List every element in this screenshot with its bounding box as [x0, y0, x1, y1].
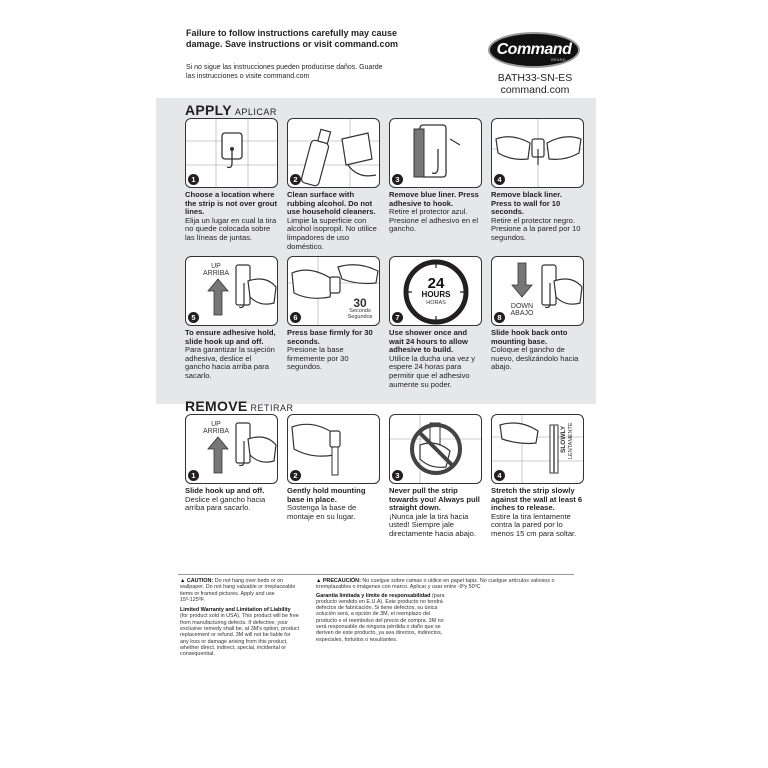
- step-text-es: Coloque el gancho de nuevo, deslizándolo hacia abajo.: [491, 345, 579, 372]
- step-text-en: Remove blue liner. Press adhesive to hook.: [389, 190, 479, 208]
- step-illustration: [491, 256, 584, 326]
- logo-text: Command: [496, 41, 572, 58]
- hours-label: HOURS: [421, 290, 451, 299]
- apply-title: APPLY APLICAR: [185, 102, 277, 118]
- step-text-en: Press base firmly for 30 seconds.: [287, 328, 373, 346]
- step-number: 6: [290, 312, 301, 323]
- garantia-block: Garantía limitada y límite de responsabilidad (para producto vendido en E.U.A). Este producto no tendrá defectos de fabricación. Si tiene defectos, su única solución será, a opción de 3M, el reemplazo del producto o el reembolso del precio de compra. 3M no será responsable de ninguna pérdida o daño que se deriven de este producto, ya sea directos, indirectos, especiales, fortuitos o resultantes.: [316, 592, 445, 643]
- step-text-en: Stretch the strip slowly against the wall at least 6 inches to release.: [491, 486, 583, 513]
- horas-label: HORAS: [426, 300, 446, 306]
- product-code: [490, 72, 580, 96]
- step-text-en: Slide hook up and off.: [185, 486, 265, 495]
- apply-step-6: [287, 256, 380, 372]
- step-text-en: Slide hook back onto mounting base.: [491, 328, 568, 346]
- apply-step-2: [287, 118, 380, 251]
- step-text-es: Elija un lugar en cual la tira no quede colocada sobre las líneas de juntas.: [185, 215, 277, 242]
- logo-subtext: BRAND: [551, 58, 566, 62]
- seconds-number: 30: [353, 296, 367, 310]
- warranty-block: Limited Warranty and Limitation of Liability (for product sold in USA). This product will be free from manufacturing defects. If defective, your exclusive remedy shall be, at 3M's option, product replacement or refund. 3M will not be liable for any loss or damage arising from this product, whether direct, indirect, special, incidental or consequential.: [180, 607, 300, 658]
- sku-number: BATH33-SN-ES: [497, 72, 573, 84]
- adhesive-strip-icon: [390, 119, 482, 188]
- step-illustration: [491, 118, 584, 188]
- label-up: UP ARRIBA: [202, 421, 230, 435]
- step-number: 2: [290, 470, 301, 481]
- step-illustration: [389, 256, 482, 326]
- apply-step-1: [185, 118, 278, 243]
- step-number: 7: [392, 312, 403, 323]
- step-number: 1: [188, 470, 199, 481]
- step-text-es: Deslice el gancho hacia arriba para sacarlo.: [185, 494, 266, 513]
- step-illustration: [185, 118, 278, 188]
- step-text-es: Utilice la ducha una vez y espere 24 horas para permitir que el adhesivo aumente su poder.: [389, 353, 476, 389]
- step-text-es: ¡Nunca jale la tira hacia usted! Siempre jale directamente hacia abajo.: [389, 511, 476, 538]
- step-number: 4: [494, 470, 505, 481]
- apply-step-5: [185, 256, 278, 381]
- warning-spanish: Si no sigue las instrucciones pueden producirse daños. Guarde las instrucciones o visite command.com: [186, 64, 383, 80]
- apply-step-8: [491, 256, 584, 372]
- remove-step-2: [287, 414, 380, 521]
- step-illustration: [287, 118, 380, 188]
- warning-english: Failure to follow instructions carefully may cause damage. Save instructions or visit command.com: [186, 28, 399, 49]
- step-text-en: To ensure adhesive hold, slide hook up and off.: [185, 328, 276, 346]
- step-illustration: [287, 414, 380, 484]
- command-logo: [488, 32, 580, 68]
- step-number: 3: [392, 174, 403, 185]
- remove-step-3: [389, 414, 482, 539]
- step-text-es: Retire el protector azul. Presione el adhesivo en el gancho.: [389, 207, 479, 234]
- step-number: 4: [494, 174, 505, 185]
- label-down: DOWN ABAJO: [510, 303, 534, 317]
- precaucion-block: ▲ PRECAUCIÓN: No cuelgue sobre camas o utilice en papel tapiz. No cuelgue artículos valiosos o irremplazables o imágenes con marco. Aplicar y usar entre -9ºy 50ºC: [316, 578, 555, 591]
- alcohol-bottle-icon: [288, 119, 380, 188]
- apply-title-es: APLICAR: [234, 107, 277, 117]
- step-illustration: [491, 414, 584, 484]
- hold-base-icon: [288, 415, 380, 484]
- step-text-en: Never pull the strip towards you! Always pull straight down.: [389, 486, 480, 513]
- step-text-es: Estire la tira lentamente contra la pared por lo menos 15 cm para soltar.: [491, 511, 577, 538]
- tile-wall-icon: [186, 119, 278, 188]
- footer-spanish: [316, 578, 580, 643]
- step-number: 1: [188, 174, 199, 185]
- step-number: 3: [392, 470, 403, 481]
- prohibited-icon: [390, 415, 482, 484]
- step-text-es: Retire el protector negro. Presione a la pared por 10 segundos.: [491, 215, 581, 242]
- step-number: 2: [290, 174, 301, 185]
- seconds-label: Seconds Segundos: [347, 308, 373, 320]
- footer-divider: [178, 574, 574, 575]
- step-text-es: Para garantizar la sujeción adhesiva, deslice el gancho hacia arriba para sacarlo.: [185, 345, 275, 380]
- step-text-en: Remove black liner. Press to wall for 10 seconds.: [491, 190, 562, 217]
- caution-block: ▲ CAUTION: Do not hang over beds or on wallpaper. Do not hang valuable or irreplaceable items or framed pictures. Apply and use 15º-125ºF.: [180, 578, 296, 603]
- hours-number: 24: [427, 275, 445, 292]
- press-hands-icon: [492, 119, 584, 188]
- step-text-en: Use shower once and wait 24 hours to allow adhesive to build.: [389, 328, 468, 355]
- step-text-es: Sostenga la base de montaje en su lugar.: [287, 503, 357, 521]
- instruction-sheet: [150, 18, 596, 698]
- step-illustration: [389, 118, 482, 188]
- step-illustration: [287, 256, 380, 326]
- remove-step-4: [491, 414, 584, 539]
- step-illustration: [389, 414, 482, 484]
- step-number: 5: [188, 312, 199, 323]
- step-text-en: Gently hold mounting base in place.: [287, 486, 366, 504]
- step-illustration: [185, 414, 278, 484]
- apply-step-3: [389, 118, 482, 234]
- remove-title-es: RETIRAR: [250, 403, 294, 413]
- apply-step-7: [389, 256, 482, 389]
- website: command.com: [500, 84, 570, 96]
- footer-english: [180, 578, 300, 658]
- step-text-es: Limpie la superficie con alcohol isopropil. No utilice limpadores de uso doméstico.: [287, 215, 377, 251]
- remove-step-1: [185, 414, 278, 513]
- step-illustration: [185, 256, 278, 326]
- step-number: 8: [494, 312, 505, 323]
- step-text-en: Choose a location where the strip is not over grout lines.: [185, 190, 277, 217]
- label-up: UP ARRIBA: [202, 263, 230, 277]
- remove-title: REMOVE RETIRAR: [185, 398, 294, 414]
- label-slowly: SLOWLY LENTAMENTE: [560, 422, 574, 459]
- apply-step-4: [491, 118, 584, 243]
- step-text-en: Clean surface with rubbing alcohol. Do not use household cleaners.: [287, 190, 376, 217]
- step-text-es: Presione la base firmemente por 30 segundos.: [287, 345, 349, 372]
